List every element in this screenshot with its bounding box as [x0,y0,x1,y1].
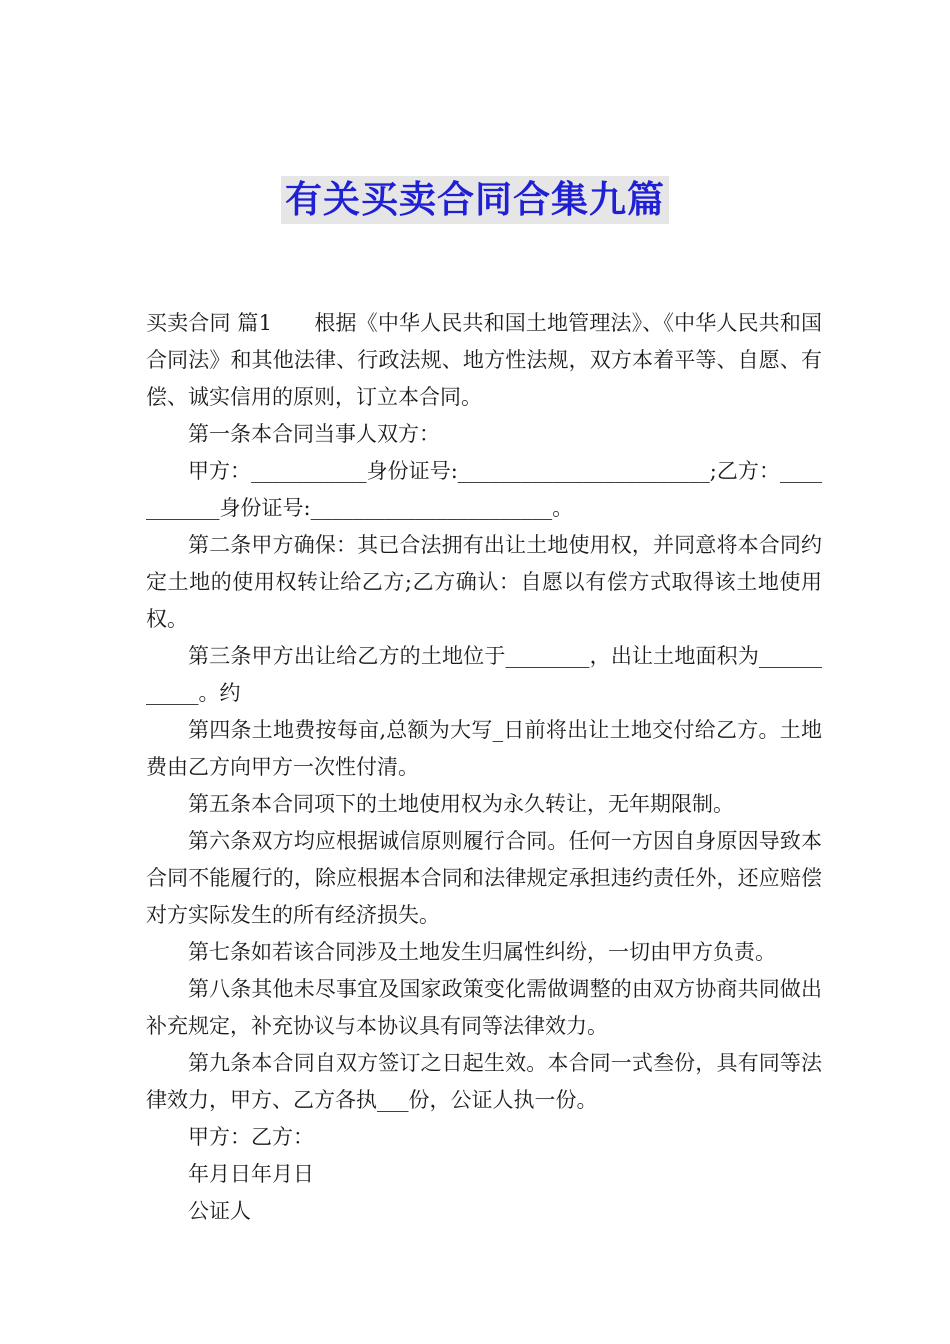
article-1-heading: 第一条本合同当事人双方： [188,422,440,446]
signature-parties-line: 甲方：乙方： [188,1125,314,1149]
parties-fill-in-line: 甲方：___________身份证号:________________________;乙方：___________身份证号:_______________________。 [146,459,822,520]
notary-line: 公证人 [188,1199,251,1223]
article-6-paragraph: 第六条双方均应根据诚信原则履行合同。任何一方因自身原因导致本合同不能履行的，除应根据本合同和法律规定承担违约责任外，还应赔偿对方实际发生的所有经济损失。 [146,829,822,927]
article-7-paragraph: 第七条如若该合同涉及土地发生归属性纠纷，一切由甲方负责。 [188,940,776,964]
article-8-paragraph: 第八条其他未尽事宜及国家政策变化需做调整的由双方协商共同做出补充规定，补充协议与本协议具有同等法律效力。 [146,977,822,1038]
intro-paragraph: 买卖合同 篇1 根据《中华人民共和国土地管理法》、《中华人民共和国合同法》和其他法律、行政法规、地方性法规，双方本着平等、自愿、有偿、诚实信用的原则，订立本合同。 [146,311,822,409]
page-title [0,176,950,224]
page-title-text: 有关买卖合同合集九篇 [281,176,669,224]
article-5-paragraph: 第五条本合同项下的土地使用权为永久转让，无年期限制。 [188,792,734,816]
article-3-paragraph: 第三条甲方出让给乙方的土地位于________，出让土地面积为___________。约 [146,644,822,705]
document-body [146,305,822,1230]
article-4-paragraph: 第四条土地费按每亩,总额为大写_日前将出让土地交付给乙方。土地费由乙方向甲方一次性付清。 [146,718,822,779]
article-2-paragraph: 第二条甲方确保：其已合法拥有出让土地使用权，并同意将本合同约定土地的使用权转让给乙方;乙方确认：自愿以有偿方式取得该土地使用权。 [146,533,822,631]
signature-date-line: 年月日年月日 [188,1162,314,1186]
article-9-paragraph: 第九条本合同自双方签订之日起生效。本合同一式叁份，具有同等法律效力，甲方、乙方各执___份，公证人执一份。 [146,1051,822,1112]
